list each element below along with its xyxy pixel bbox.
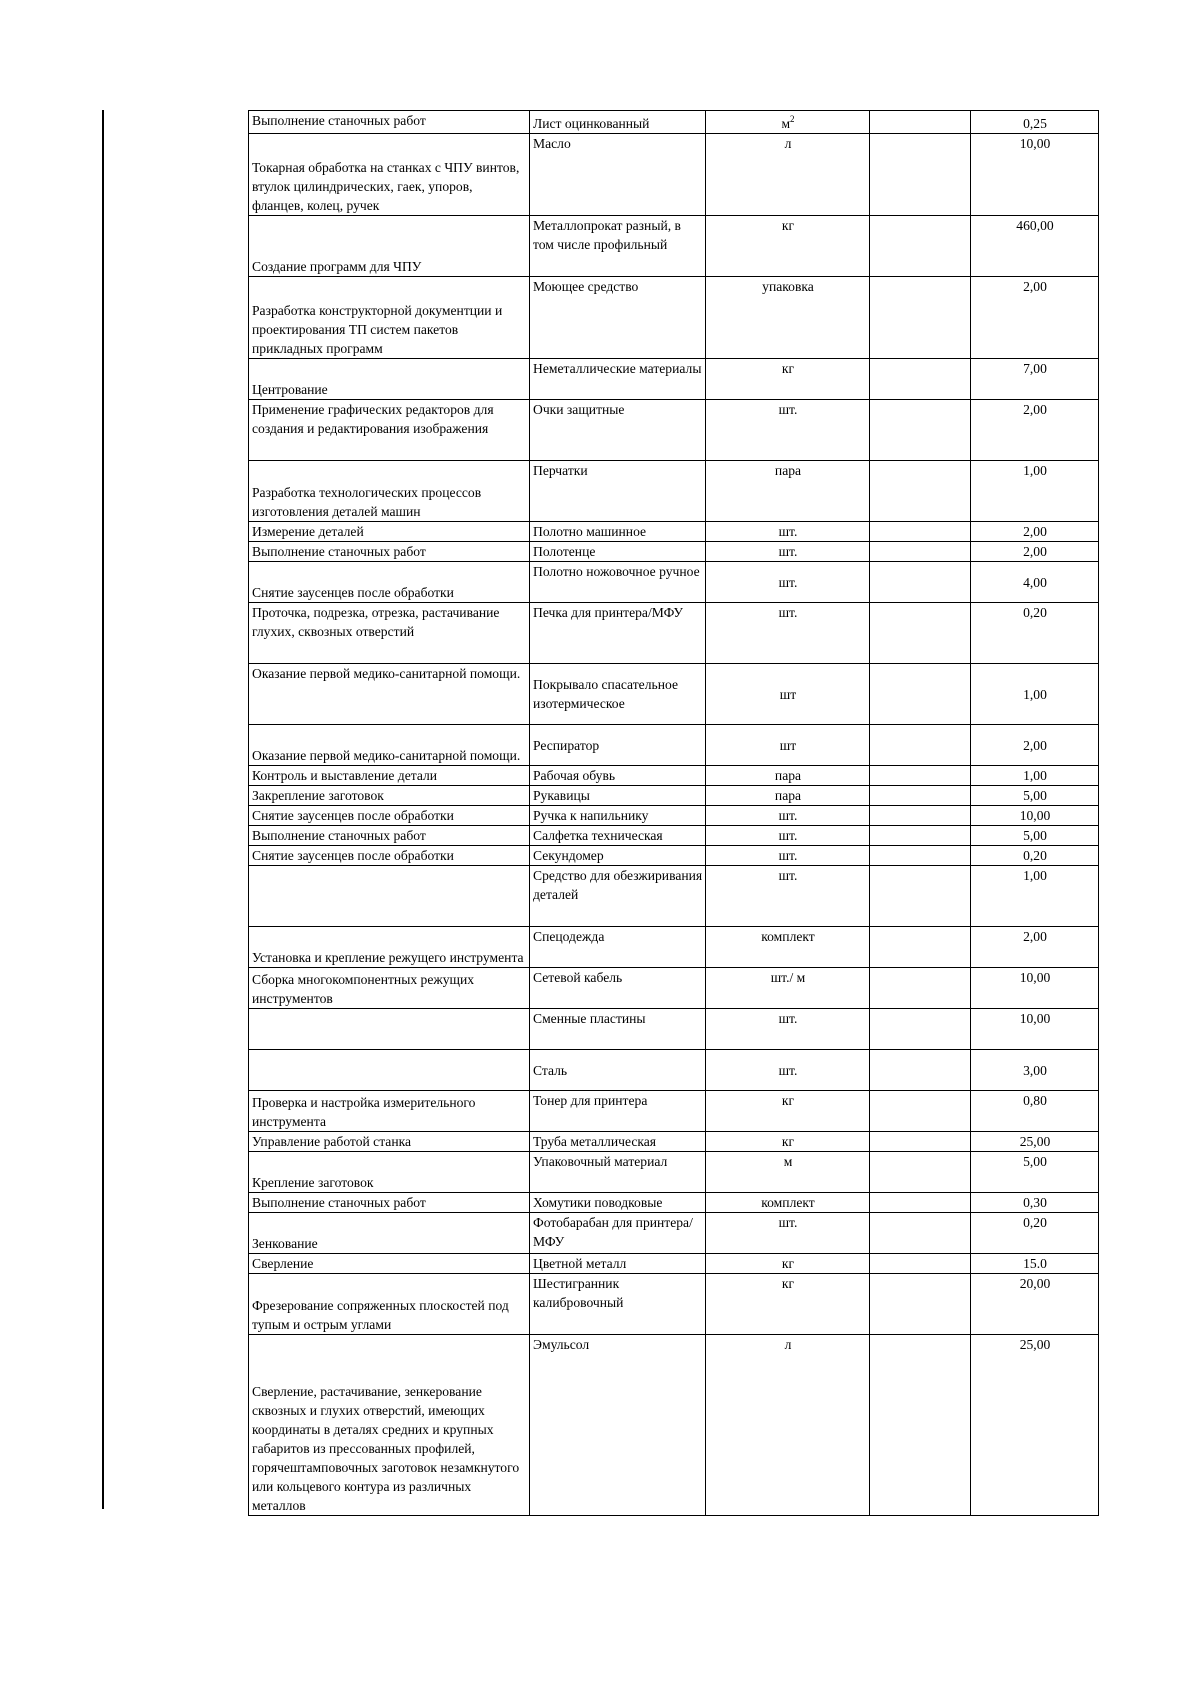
quantity-cell: 0,80 (971, 1091, 1099, 1132)
empty-cell (870, 1132, 971, 1152)
quantity-cell: 2,00 (971, 400, 1099, 461)
work-cell (249, 1050, 530, 1091)
table-row (249, 1193, 1099, 1213)
quantity-cell: 1,00 (971, 664, 1099, 725)
quantity-cell: 0,25 (971, 111, 1099, 134)
empty-cell (870, 1193, 971, 1213)
material-cell: Сменные пластины (530, 1009, 706, 1050)
unit-text: л (784, 1337, 792, 1352)
unit-text: кг (781, 1093, 795, 1108)
table-row (249, 277, 1099, 359)
unit-cell (706, 277, 870, 359)
material-cell: Рабочая обувь (530, 766, 706, 786)
quantity-cell: 15.0 (971, 1254, 1099, 1274)
unit-text: шт. (778, 828, 798, 843)
empty-cell (870, 664, 971, 725)
empty-cell (870, 806, 971, 826)
work-cell: Сверление, растачивание, зенкерование сквозных и глухих отверстий, имеющих координаты в деталях средних и крупных габаритов из прессованных профилей, горячештамповочных заготовок незамкнутого или кольцевого контура из различных металлов (249, 1335, 530, 1516)
empty-cell (870, 1335, 971, 1516)
work-cell: Проверка и настройка измерительного инструмента (249, 1091, 530, 1132)
unit-cell (706, 846, 870, 866)
quantity-cell: 5,00 (971, 826, 1099, 846)
empty-cell (870, 1274, 971, 1335)
empty-cell (870, 562, 971, 603)
unit-cell (706, 522, 870, 542)
unit-cell (706, 562, 870, 603)
work-cell: Выполнение станочных работ (249, 826, 530, 846)
unit-text: кг (781, 361, 795, 376)
unit-text: шт. (778, 605, 798, 620)
empty-cell (870, 826, 971, 846)
empty-cell (870, 1213, 971, 1254)
material-cell: Полотно машинное (530, 522, 706, 542)
unit-text: шт./ м (770, 970, 806, 985)
quantity-cell: 2,00 (971, 927, 1099, 968)
material-cell: Спецодежда (530, 927, 706, 968)
unit-text: пара (774, 768, 802, 783)
work-cell: Оказание первой медико-санитарной помощи. (249, 664, 530, 725)
material-cell: Средство для обезжиривания деталей (530, 866, 706, 927)
work-cell: Сборка многокомпонентных режущих инструментов (249, 968, 530, 1009)
unit-text: шт. (778, 868, 798, 883)
unit-cell (706, 1009, 870, 1050)
unit-text: шт. (778, 808, 798, 823)
work-cell: Снятие заусенцев после обработки (249, 562, 530, 603)
material-cell: Эмульсол (530, 1335, 706, 1516)
material-cell: Респиратор (530, 725, 706, 766)
material-cell: Сетевой кабель (530, 968, 706, 1009)
unit-text: кг (781, 1276, 795, 1291)
material-cell: Печка для принтера/МФУ (530, 603, 706, 664)
unit-text: шт. (778, 524, 798, 539)
material-cell: Покрывало спасательное изотермическое (530, 664, 706, 725)
empty-cell (870, 134, 971, 216)
work-cell: Выполнение станочных работ (249, 542, 530, 562)
unit-text: шт. (778, 574, 798, 590)
work-cell: Снятие заусенцев после обработки (249, 806, 530, 826)
left-margin-rule (102, 110, 104, 1509)
work-cell: Токарная обработка на станках с ЧПУ винтов, втулок цилиндрических, гаек, упоров, фланцев, колец, ручек (249, 134, 530, 216)
table-row (249, 1009, 1099, 1050)
material-cell: Очки защитные (530, 400, 706, 461)
quantity-cell: 5,00 (971, 786, 1099, 806)
table-row (249, 1132, 1099, 1152)
unit-text: комплект (761, 929, 815, 944)
unit-cell (706, 927, 870, 968)
quantity-cell: 10,00 (971, 968, 1099, 1009)
quantity-cell: 0,20 (971, 1213, 1099, 1254)
unit-text: кг (781, 1134, 795, 1149)
material-cell: Секундомер (530, 846, 706, 866)
material-cell: Шестигранник калибровочный (530, 1274, 706, 1335)
quantity-cell: 1,00 (971, 866, 1099, 927)
material-cell: Моющее средство (530, 277, 706, 359)
material-cell: Цветной металл (530, 1254, 706, 1274)
unit-cell (706, 1132, 870, 1152)
quantity-cell: 10,00 (971, 134, 1099, 216)
table-row (249, 1274, 1099, 1335)
empty-cell (870, 1091, 971, 1132)
unit-cell (706, 725, 870, 766)
quantity-cell: 2,00 (971, 522, 1099, 542)
work-cell: Управление работой станка (249, 1132, 530, 1152)
unit-cell (706, 1274, 870, 1335)
table-row (249, 1254, 1099, 1274)
work-cell: Фрезерование сопряженных плоскостей под тупым и острым углами (249, 1274, 530, 1335)
empty-cell (870, 968, 971, 1009)
unit-text: шт. (778, 544, 798, 559)
work-cell: Применение графических редакторов для создания и редактирования изображения (249, 400, 530, 461)
table-row (249, 725, 1099, 766)
empty-cell (870, 542, 971, 562)
work-cell (249, 1009, 530, 1050)
empty-cell (870, 277, 971, 359)
material-cell: Перчатки (530, 461, 706, 522)
empty-cell (870, 111, 971, 134)
unit-cell (706, 766, 870, 786)
empty-cell (870, 1009, 971, 1050)
quantity-cell: 0,20 (971, 603, 1099, 664)
work-cell: Закрепление заготовок (249, 786, 530, 806)
material-cell: Сталь (530, 1050, 706, 1091)
material-cell: Лист оцинкованный (530, 111, 706, 134)
quantity-cell: 10,00 (971, 1009, 1099, 1050)
unit-text: м (781, 116, 791, 131)
table-row (249, 542, 1099, 562)
unit-text: шт (779, 737, 797, 753)
table-row (249, 522, 1099, 542)
work-cell: Центрование (249, 359, 530, 400)
unit-text: шт. (778, 1215, 798, 1230)
table-row (249, 603, 1099, 664)
table-row (249, 562, 1099, 603)
unit-text: шт. (778, 1011, 798, 1026)
unit-cell (706, 111, 870, 134)
table-row (249, 786, 1099, 806)
table-row (249, 968, 1099, 1009)
quantity-cell: 2,00 (971, 277, 1099, 359)
unit-text: кг (781, 1256, 795, 1271)
materials-table-body (249, 111, 1099, 1516)
unit-text: упаковка (762, 279, 814, 294)
empty-cell (870, 522, 971, 542)
quantity-cell: 7,00 (971, 359, 1099, 400)
unit-cell (706, 1254, 870, 1274)
unit-text: шт. (778, 402, 798, 417)
material-cell: Металлопрокат разный, в том числе профильный (530, 216, 706, 277)
table-row (249, 359, 1099, 400)
quantity-cell: 2,00 (971, 725, 1099, 766)
unit-cell (706, 786, 870, 806)
table-row (249, 927, 1099, 968)
empty-cell (870, 461, 971, 522)
quantity-cell: 0,20 (971, 846, 1099, 866)
quantity-cell: 3,00 (971, 1050, 1099, 1091)
work-cell: Установка и крепление режущего инструмента (249, 927, 530, 968)
empty-cell (870, 603, 971, 664)
work-cell: Контроль и выставление детали (249, 766, 530, 786)
unit-cell (706, 461, 870, 522)
material-cell: Рукавицы (530, 786, 706, 806)
empty-cell (870, 1050, 971, 1091)
work-cell: Крепление заготовок (249, 1152, 530, 1193)
table-row (249, 826, 1099, 846)
quantity-cell: 2,00 (971, 542, 1099, 562)
unit-cell (706, 664, 870, 725)
material-cell: Масло (530, 134, 706, 216)
material-cell: Труба металлическая (530, 1132, 706, 1152)
unit-cell (706, 968, 870, 1009)
work-cell: Разработка конструкторной документции и проектирования ТП систем пакетов прикладных программ (249, 277, 530, 359)
unit-superscript: 2 (790, 114, 795, 124)
material-cell: Хомутики поводковые (530, 1193, 706, 1213)
material-cell: Полотенце (530, 542, 706, 562)
materials-table (248, 110, 1099, 1516)
table-row (249, 400, 1099, 461)
unit-cell (706, 216, 870, 277)
unit-cell (706, 603, 870, 664)
table-row (249, 664, 1099, 725)
unit-text: пара (774, 788, 802, 803)
work-cell: Сверление (249, 1254, 530, 1274)
material-cell: Фотобарабан для принтера/МФУ (530, 1213, 706, 1254)
empty-cell (870, 846, 971, 866)
unit-cell (706, 1213, 870, 1254)
table-row (249, 461, 1099, 522)
unit-cell (706, 1091, 870, 1132)
empty-cell (870, 927, 971, 968)
unit-cell (706, 826, 870, 846)
unit-cell (706, 1050, 870, 1091)
quantity-cell: 5,00 (971, 1152, 1099, 1193)
unit-text: шт (779, 686, 797, 702)
empty-cell (870, 786, 971, 806)
empty-cell (870, 1152, 971, 1193)
unit-cell (706, 1193, 870, 1213)
quantity-cell: 4,00 (971, 562, 1099, 603)
material-cell: Полотно ножовочное ручное (530, 562, 706, 603)
work-cell (249, 866, 530, 927)
work-cell: Снятие заусенцев после обработки (249, 846, 530, 866)
empty-cell (870, 766, 971, 786)
empty-cell (870, 866, 971, 927)
unit-text: шт. (778, 848, 798, 863)
work-cell: Разработка технологических процессов изготовления деталей машин (249, 461, 530, 522)
material-cell: Ручка к напильнику (530, 806, 706, 826)
unit-cell (706, 134, 870, 216)
unit-text: л (784, 136, 792, 151)
table-row (249, 111, 1099, 134)
quantity-cell: 1,00 (971, 461, 1099, 522)
table-row (249, 1335, 1099, 1516)
empty-cell (870, 1254, 971, 1274)
material-cell: Упаковочный материал (530, 1152, 706, 1193)
quantity-cell: 0,30 (971, 1193, 1099, 1213)
table-row (249, 134, 1099, 216)
table-row (249, 1152, 1099, 1193)
unit-cell (706, 542, 870, 562)
material-cell: Тонер для принтера (530, 1091, 706, 1132)
unit-text: шт. (778, 1062, 798, 1078)
unit-cell (706, 1152, 870, 1193)
unit-cell (706, 400, 870, 461)
unit-cell (706, 1335, 870, 1516)
table-row (249, 806, 1099, 826)
empty-cell (870, 359, 971, 400)
work-cell: Проточка, подрезка, отрезка, растачивание глухих, сквозных отверстий (249, 603, 530, 664)
quantity-cell: 460,00 (971, 216, 1099, 277)
table-row (249, 1050, 1099, 1091)
work-cell: Создание программ для ЧПУ (249, 216, 530, 277)
quantity-cell: 20,00 (971, 1274, 1099, 1335)
unit-cell (706, 359, 870, 400)
work-cell: Выполнение станочных работ (249, 111, 530, 134)
material-cell: Неметаллические материалы (530, 359, 706, 400)
work-cell: Зенкование (249, 1213, 530, 1254)
table-row (249, 1213, 1099, 1254)
work-cell: Выполнение станочных работ (249, 1193, 530, 1213)
empty-cell (870, 725, 971, 766)
work-cell: Оказание первой медико-санитарной помощи. (249, 725, 530, 766)
empty-cell (870, 216, 971, 277)
unit-cell (706, 866, 870, 927)
quantity-cell: 25,00 (971, 1132, 1099, 1152)
table-row (249, 216, 1099, 277)
unit-cell (706, 806, 870, 826)
empty-cell (870, 400, 971, 461)
quantity-cell: 1,00 (971, 766, 1099, 786)
unit-text: комплект (761, 1195, 815, 1210)
quantity-cell: 10,00 (971, 806, 1099, 826)
unit-text: пара (774, 463, 802, 478)
table-row (249, 1091, 1099, 1132)
quantity-cell: 25,00 (971, 1335, 1099, 1516)
table-row (249, 766, 1099, 786)
table-row (249, 846, 1099, 866)
table-row (249, 866, 1099, 927)
material-cell: Салфетка техническая (530, 826, 706, 846)
unit-text: кг (781, 218, 795, 233)
unit-text: м (783, 1154, 793, 1169)
work-cell: Измерение деталей (249, 522, 530, 542)
